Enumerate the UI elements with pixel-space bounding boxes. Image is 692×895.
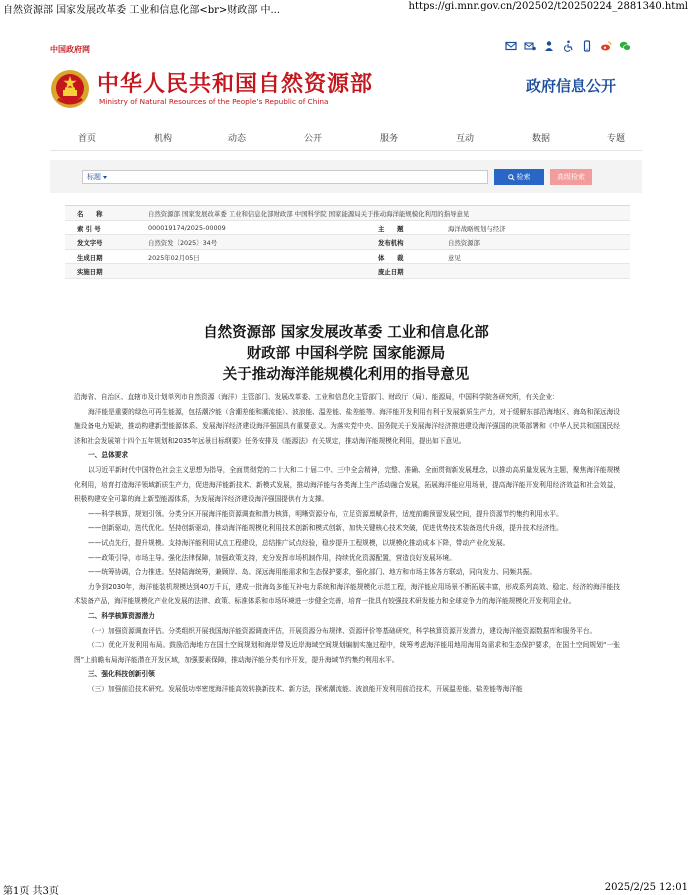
meta-key: 体 裁 xyxy=(378,253,404,262)
search-button[interactable] xyxy=(494,169,544,185)
title-line: 关于推动海洋能规模化利用的指导意见 xyxy=(222,367,470,383)
section-heading: 一、总体要求 xyxy=(88,451,129,460)
search-button-label: 检索 xyxy=(516,174,531,181)
search-scope-select[interactable] xyxy=(87,172,107,182)
meta-value: 000019174/2025-00009 xyxy=(148,223,226,232)
meta-row-doc-number xyxy=(65,235,630,250)
nav-item-interaction[interactable]: 互动 xyxy=(456,134,475,144)
title-line: 自然资源部 国家发展改革委 工业和信息化部 xyxy=(203,325,489,341)
section-title[interactable]: 政府信息公开 xyxy=(526,77,617,95)
paragraph: （三）加强前沿技术研究。发展低功率密度海洋能高效转换新技术、新方法，探索潮流能、波浪能开发利用前沿技术，开展温差能、盐差能等海洋能 xyxy=(88,684,523,693)
document-body xyxy=(74,390,620,696)
title-line: 财政部 中国科学院 国家能源局 xyxy=(246,346,446,362)
national-emblem-icon xyxy=(50,69,90,109)
toolbar-icons xyxy=(505,40,631,52)
main-nav xyxy=(50,126,642,148)
addressee: 沿海省、自治区、直辖市及计划单列市自然资源（海洋）主管部门、发展改革委、工业和信息化主管部门、财政厅（局）、能源局，中国科学院各研究所，有关企业： xyxy=(74,393,559,401)
nav-item-news[interactable]: 动态 xyxy=(228,134,247,144)
paragraph: ——试点先行，提升规模。支持海洋能利用试点工程建设，总结推广试点经验，稳步提升工程规模，以规模化推动成本下降，带动产业化发展。 xyxy=(88,538,510,547)
search-icon xyxy=(508,174,515,181)
meta-key: 废止日期 xyxy=(378,268,404,277)
nav-item-topics[interactable]: 专题 xyxy=(607,134,626,144)
user-mail-icon[interactable] xyxy=(524,40,536,52)
advanced-search-button[interactable]: 高级检索 xyxy=(550,169,592,185)
search-scope-label: 标题 xyxy=(87,173,101,181)
meta-row-index xyxy=(65,221,630,236)
meta-key: 发文字号 xyxy=(77,239,103,248)
search-input[interactable] xyxy=(82,170,488,184)
document-title xyxy=(0,323,692,386)
print-header-url[interactable]: https://gi.mnr.gov.cn/202502/t20250224_2881340.html xyxy=(408,1,688,12)
wechat-icon[interactable] xyxy=(619,40,631,52)
meta-key: 发布机构 xyxy=(378,239,404,248)
nav-divider xyxy=(50,150,642,151)
nav-item-organization[interactable]: 机构 xyxy=(154,134,173,144)
nav-item-data[interactable]: 数据 xyxy=(532,134,551,144)
ministry-name-cn: 中华人民共和国自然资源部 xyxy=(97,72,374,97)
chevron-down-icon xyxy=(103,176,107,179)
document-metadata-table xyxy=(65,205,630,279)
meta-value: 自然资发〔2025〕34号 xyxy=(148,239,218,248)
meta-row-name xyxy=(65,206,630,221)
print-footer xyxy=(0,881,692,895)
meta-key: 主 题 xyxy=(378,224,404,233)
nav-item-public[interactable]: 公开 xyxy=(304,134,323,144)
accessibility-icon[interactable] xyxy=(562,40,574,52)
page-counter: 第1页 共3页 xyxy=(3,886,59,895)
meta-key: 索 引 号 xyxy=(77,224,101,233)
nav-item-service[interactable]: 服务 xyxy=(380,134,399,144)
paragraph: 以习近平新时代中国特色社会主义思想为指导，全面贯彻党的二十大和二十届二中、三中全会精神，完整、准确、全面贯彻新发展理念，以推动高质量发展为主题，聚焦海洋能规模化利用，培育打造海洋领域新质生产力，促进海洋能新技术、新模式发展，推动海洋能与各类海上生产活动融合发展，拓展海洋能应用场景，提高海洋能开发利用经济效益和社会效益，积极构建安全可靠的海上新型能源体系，为发展海洋经济建设海洋强国提供有力支撑。 xyxy=(74,465,620,504)
meta-value: 海洋战略规划与经济 xyxy=(448,224,506,233)
meta-key: 实施日期 xyxy=(77,268,103,277)
print-header-title: 自然资源部 国家发展改革委 工业和信息化部<br>财政部 中... xyxy=(3,5,281,16)
paragraph: （一）加强资源调查评估。分类组织开展我国海洋能资源调查评估，开展资源分布规律、资源评价等基础研究，科学核算资源开发潜力，建设海洋能资源数据库和服务平台。 xyxy=(88,626,597,635)
section-heading: 二、科学核算资源潜力 xyxy=(88,611,155,620)
meta-value: 意见 xyxy=(448,253,461,262)
meta-value: 2025年02月05日 xyxy=(148,253,200,262)
meta-value: 自然资源部 xyxy=(448,239,480,248)
mobile-icon[interactable] xyxy=(581,40,593,52)
gov-portal-link[interactable]: 中国政府网 xyxy=(50,45,90,54)
print-timestamp: 2025/2/25 12:01 xyxy=(604,882,688,893)
weibo-icon[interactable] xyxy=(600,40,612,52)
paragraph: ——创新驱动，迭代优化。坚持创新驱动，推动海洋能规模化利用技术创新和模式创新，加快关键核心技术突破，促进优势技术装备迭代升级，提升技术经济性。 xyxy=(88,524,563,533)
paragraph: 力争到2030年，海洋能装机规模达到40万千瓦，建成一批海岛多能互补电力系统和海洋能规模化示范工程，海洋能应用场景不断拓展丰富，形成系列高效、稳定、经济的海洋能技术装备产品，海洋能规模化产业化发展的法律、政策、标准体系和市场环境进一步健全完善，培育一批具有较强技术研发能力和全球竞争力的海洋能规模化开发利用企业。 xyxy=(74,582,620,606)
meta-key: 名 称 xyxy=(77,210,103,218)
paragraph: 海洋能是重要的绿色可再生能源，包括潮汐能（含潮差能和潮流能）、波浪能、温差能、盐差能等。海洋能开发利用有利于发展新质生产力，对于缓解东部沿海地区、海岛和深远海设施设备电力短缺，推动构建新型能源体系、发展海洋经济建设海洋强国具有重要意义。为落实党中央、国务院关于发展海洋经济推进建设海洋强国的决策部署和《中华人民共和国国民经济和社会发展第十四个五年规划和2035年远景目标纲要》任务安排及《能源法》有关规定，推动海洋能规模化利用，提出如下意见。 xyxy=(74,407,620,445)
paragraph: ——政策引导，市场主导。强化法律保障，加强政策支持，充分发挥市场机制作用，持续优化资源配置，营造良好发展环境。 xyxy=(88,553,456,562)
meta-key: 生成日期 xyxy=(77,253,103,262)
meta-row-date xyxy=(65,250,630,265)
paragraph: ——科学核算，规划引领。分类分区开展海洋能资源调查和潜力核算，明晰资源分布，立足资源禀赋条件，适度前瞻预留发展空间，提升资源节约集约利用水平。 xyxy=(88,509,563,518)
meta-row-effective xyxy=(65,264,630,279)
mail-icon[interactable] xyxy=(505,40,517,52)
paragraph: （二）优化开发利用布局。鼓励沿海地方在国土空间规划和海岸带及近岸海域空间规划编制实施过程中，统筹考虑海洋能用地用海用岛需求和生态保护要求，在国土空间规划“一张图”上前瞻布局海洋能潜在开发区域，加强要素保障，推动海洋能分类有序开发，提升海域节约集约利用水平。 xyxy=(74,641,620,664)
person-icon[interactable] xyxy=(543,40,555,52)
print-header xyxy=(0,0,692,14)
ministry-name-en: Ministry of Natural Resources of the People’s Republic of China xyxy=(99,97,329,106)
section-heading: 三、强化科技创新引领 xyxy=(88,670,155,679)
meta-value: 自然资源部 国家发展改革委 工业和信息化部财政部 中国科学院 国家能源局关于推动海洋能规模化利用的指导意见 xyxy=(148,210,470,218)
nav-item-home[interactable]: 首页 xyxy=(78,134,97,144)
paragraph: ——统筹协调，合力推进。坚持陆海统筹，兼顾岸、岛、深远海用能需求和生态保护要求，强化部门、地方和市场主体各方联动，同向发力、同频共振。 xyxy=(88,568,537,577)
